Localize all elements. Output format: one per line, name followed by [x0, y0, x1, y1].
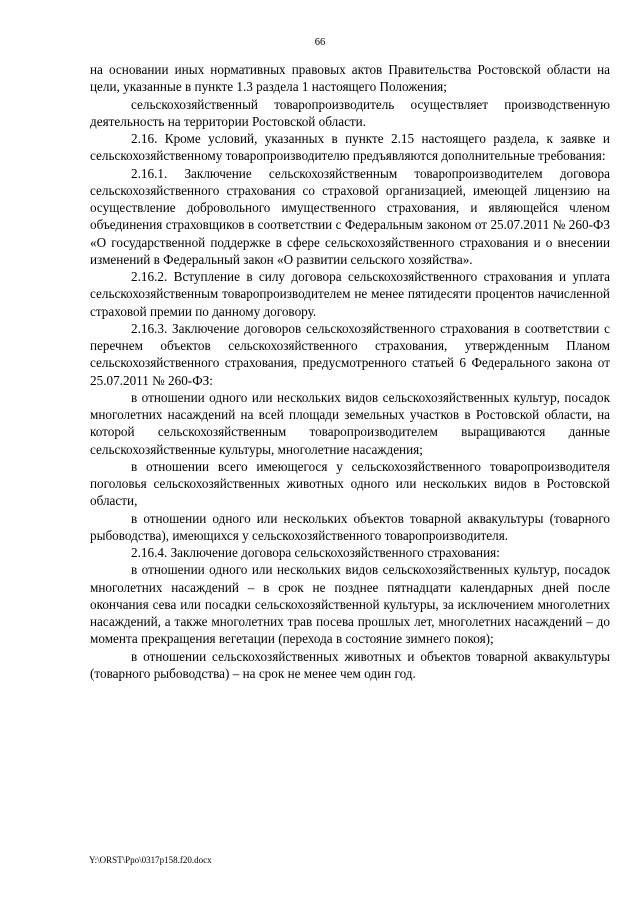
paragraph: на основании иных нормативных правовых актов Правительства Ростовской области на цели, указанные в пункте 1.3 раздела 1 настоящего Положения;: [90, 62, 610, 95]
paragraph: в отношении одного или нескольких видов сельскохозяйственных культур, посадок многолетних насаждений – в срок не позднее пятнадцати календарных дней после окончания сева или посадки сельскохозяйственной культуры, за исключением многолетних насаждений, а также многолетних трав посева прошлых лет, многолетних насаждений – до момента прекращения вегетации (перехода в состояние зимнего покоя);: [90, 562, 610, 647]
paragraph: 2.16.1. Заключение сельскохозяйственным товаропроизводителем договора сельскохозяйственного страхования со страховой организацией, имеющей лицензию на осуществление добровольного имущественного страхования, и являющейся членом объединения страховщиков в соответствии с Федеральным законом от 25.07.2011 № 260-ФЗ «О государственной поддержке в сфере сельскохозяйственного страхования и о внесении изменений в Федеральный закон «О развитии сельского хозяйства».: [90, 165, 610, 267]
page-number: 66: [314, 37, 326, 48]
document-body: [90, 61, 610, 682]
paragraph: в отношении всего имеющегося у сельскохозяйственного товаропроизводителя поголовья сельскохозяйственных животных одного или нескольких видов в Ростовской области,: [90, 458, 610, 509]
paragraph: 2.16.3. Заключение договоров сельскохозяйственного страхования в соответствии с перечнем объектов сельскохозяйственного страхования, утвержденным Планом сельскохозяйственного страхования, предусмотренного статьей 6 Федерального закона от 25.07.2011 № 260-ФЗ:: [90, 320, 610, 388]
paragraph: сельскохозяйственный товаропроизводитель осуществляет производственную деятельность на территории Ростовской области.: [90, 96, 610, 129]
paragraph: в отношении сельскохозяйственных животных и объектов товарной аквакультуры (товарного рыбоводства) – на срок не менее чем один год.: [90, 648, 610, 681]
paragraph: в отношении одного или нескольких объектов товарной аквакультуры (товарного рыбоводства), имеющихся у сельскохозяйственного товаропроизводителя.: [90, 510, 610, 543]
paragraph: 2.16.4. Заключение договора сельскохозяйственного страхования:: [131, 545, 500, 560]
footer-file-path: Y:\ORST\Ppo\0317p158.f20.docx: [89, 855, 212, 865]
paragraph: 2.16.2. Вступление в силу договора сельскохозяйственного страхования и уплата сельскохозяйственным товаропроизводителем не менее пятидесяти процентов начисленной страховой премии по данному договору.: [90, 269, 610, 319]
paragraph: в отношении одного или нескольких видов сельскохозяйственных культур, посадок многолетних насаждений на всей площади земельных участков в Ростовской области, на которой сельскохозяйственным товаропроизводителем выращиваются данные сельскохозяйственные культуры, многолетние насаждения;: [90, 389, 610, 457]
paragraph: 2.16. Кроме условий, указанных в пункте 2.15 настоящего раздела, к заявке и сельскохозяйственному товаропроизводителю предъявляются дополнительные требования:: [90, 131, 610, 164]
